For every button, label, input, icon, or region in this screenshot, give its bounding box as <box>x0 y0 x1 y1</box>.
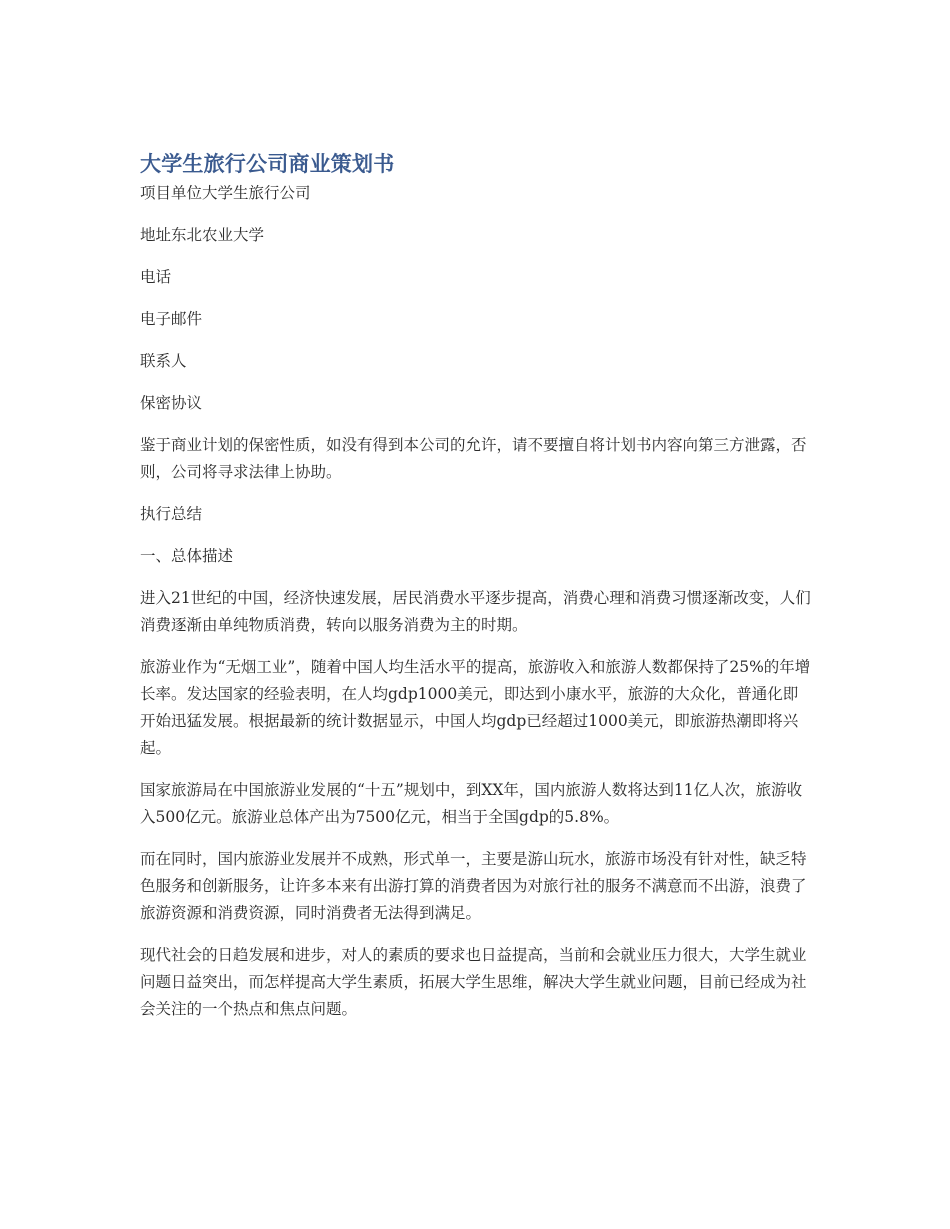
paragraph-confidentiality-text: 鉴于商业计划的保密性质，如没有得到本公司的允许，请不要擅自将计划书内容向第三方泄露，否则，公司将寻求法律上协助。 <box>140 436 807 481</box>
paragraph-body: 国家旅游局在中国旅游业发展的“十五”规划中，到XX年，国内旅游人数将达到11亿人次，旅游收入500亿元。旅游业总体产出为7500亿元，相当于全国gdp的5.8%。 <box>140 781 803 826</box>
paragraph-body: 旅游业作为“无烟工业”，随着中国人均生活水平的提高，旅游收入和旅游人数都保持了25%的年增长率。发达国家的经验表明，在人均gdp1000美元，即达到小康水平，旅游的大众化，普通化即开始迅猛发展。根据最新的统计数据显示，中国人均gdp已经超过1000美元，即旅游热潮即将兴起。 <box>140 658 811 757</box>
document-body <box>140 148 812 1038</box>
paragraph-executive-summary: 执行总结 <box>140 505 203 523</box>
paragraph-body: 现代社会的日趋发展和进步，对人的素质的要求也日益提高，当前和会就业压力很大，大学生就业问题日益突出，而怎样提高大学生素质，拓展大学生思维，解决大学生就业问题，目前已经成为社会关注的一个热点和焦点问题。 <box>140 946 807 1018</box>
paragraph-section-heading: 一、总体描述 <box>140 547 234 565</box>
paragraph-email: 电子邮件 <box>140 310 203 328</box>
paragraph-project-unit: 项目单位大学生旅行公司 <box>140 184 311 202</box>
paragraph-address: 地址东北农业大学 <box>140 226 265 244</box>
paragraph-body: 而在同时，国内旅游业发展并不成熟，形式单一，主要是游山玩水，旅游市场没有针对性，缺乏特色服务和创新服务，让许多本来有出游打算的消费者因为对旅行社的服务不满意而不出游，浪费了旅游资源和消费资源，同时消费者无法得到满足。 <box>140 850 807 922</box>
paragraph-body: 进入21世纪的中国，经济快速发展，居民消费水平逐步提高，消费心理和消费习惯逐渐改变，人们消费逐渐由单纯物质消费，转向以服务消费为主的时期。 <box>140 589 811 634</box>
paragraph-confidentiality-heading: 保密协议 <box>140 394 203 412</box>
document-title: 大学生旅行公司商业策划书 <box>140 152 395 176</box>
paragraph-phone: 电话 <box>140 268 172 286</box>
paragraph-contact: 联系人 <box>140 352 187 370</box>
